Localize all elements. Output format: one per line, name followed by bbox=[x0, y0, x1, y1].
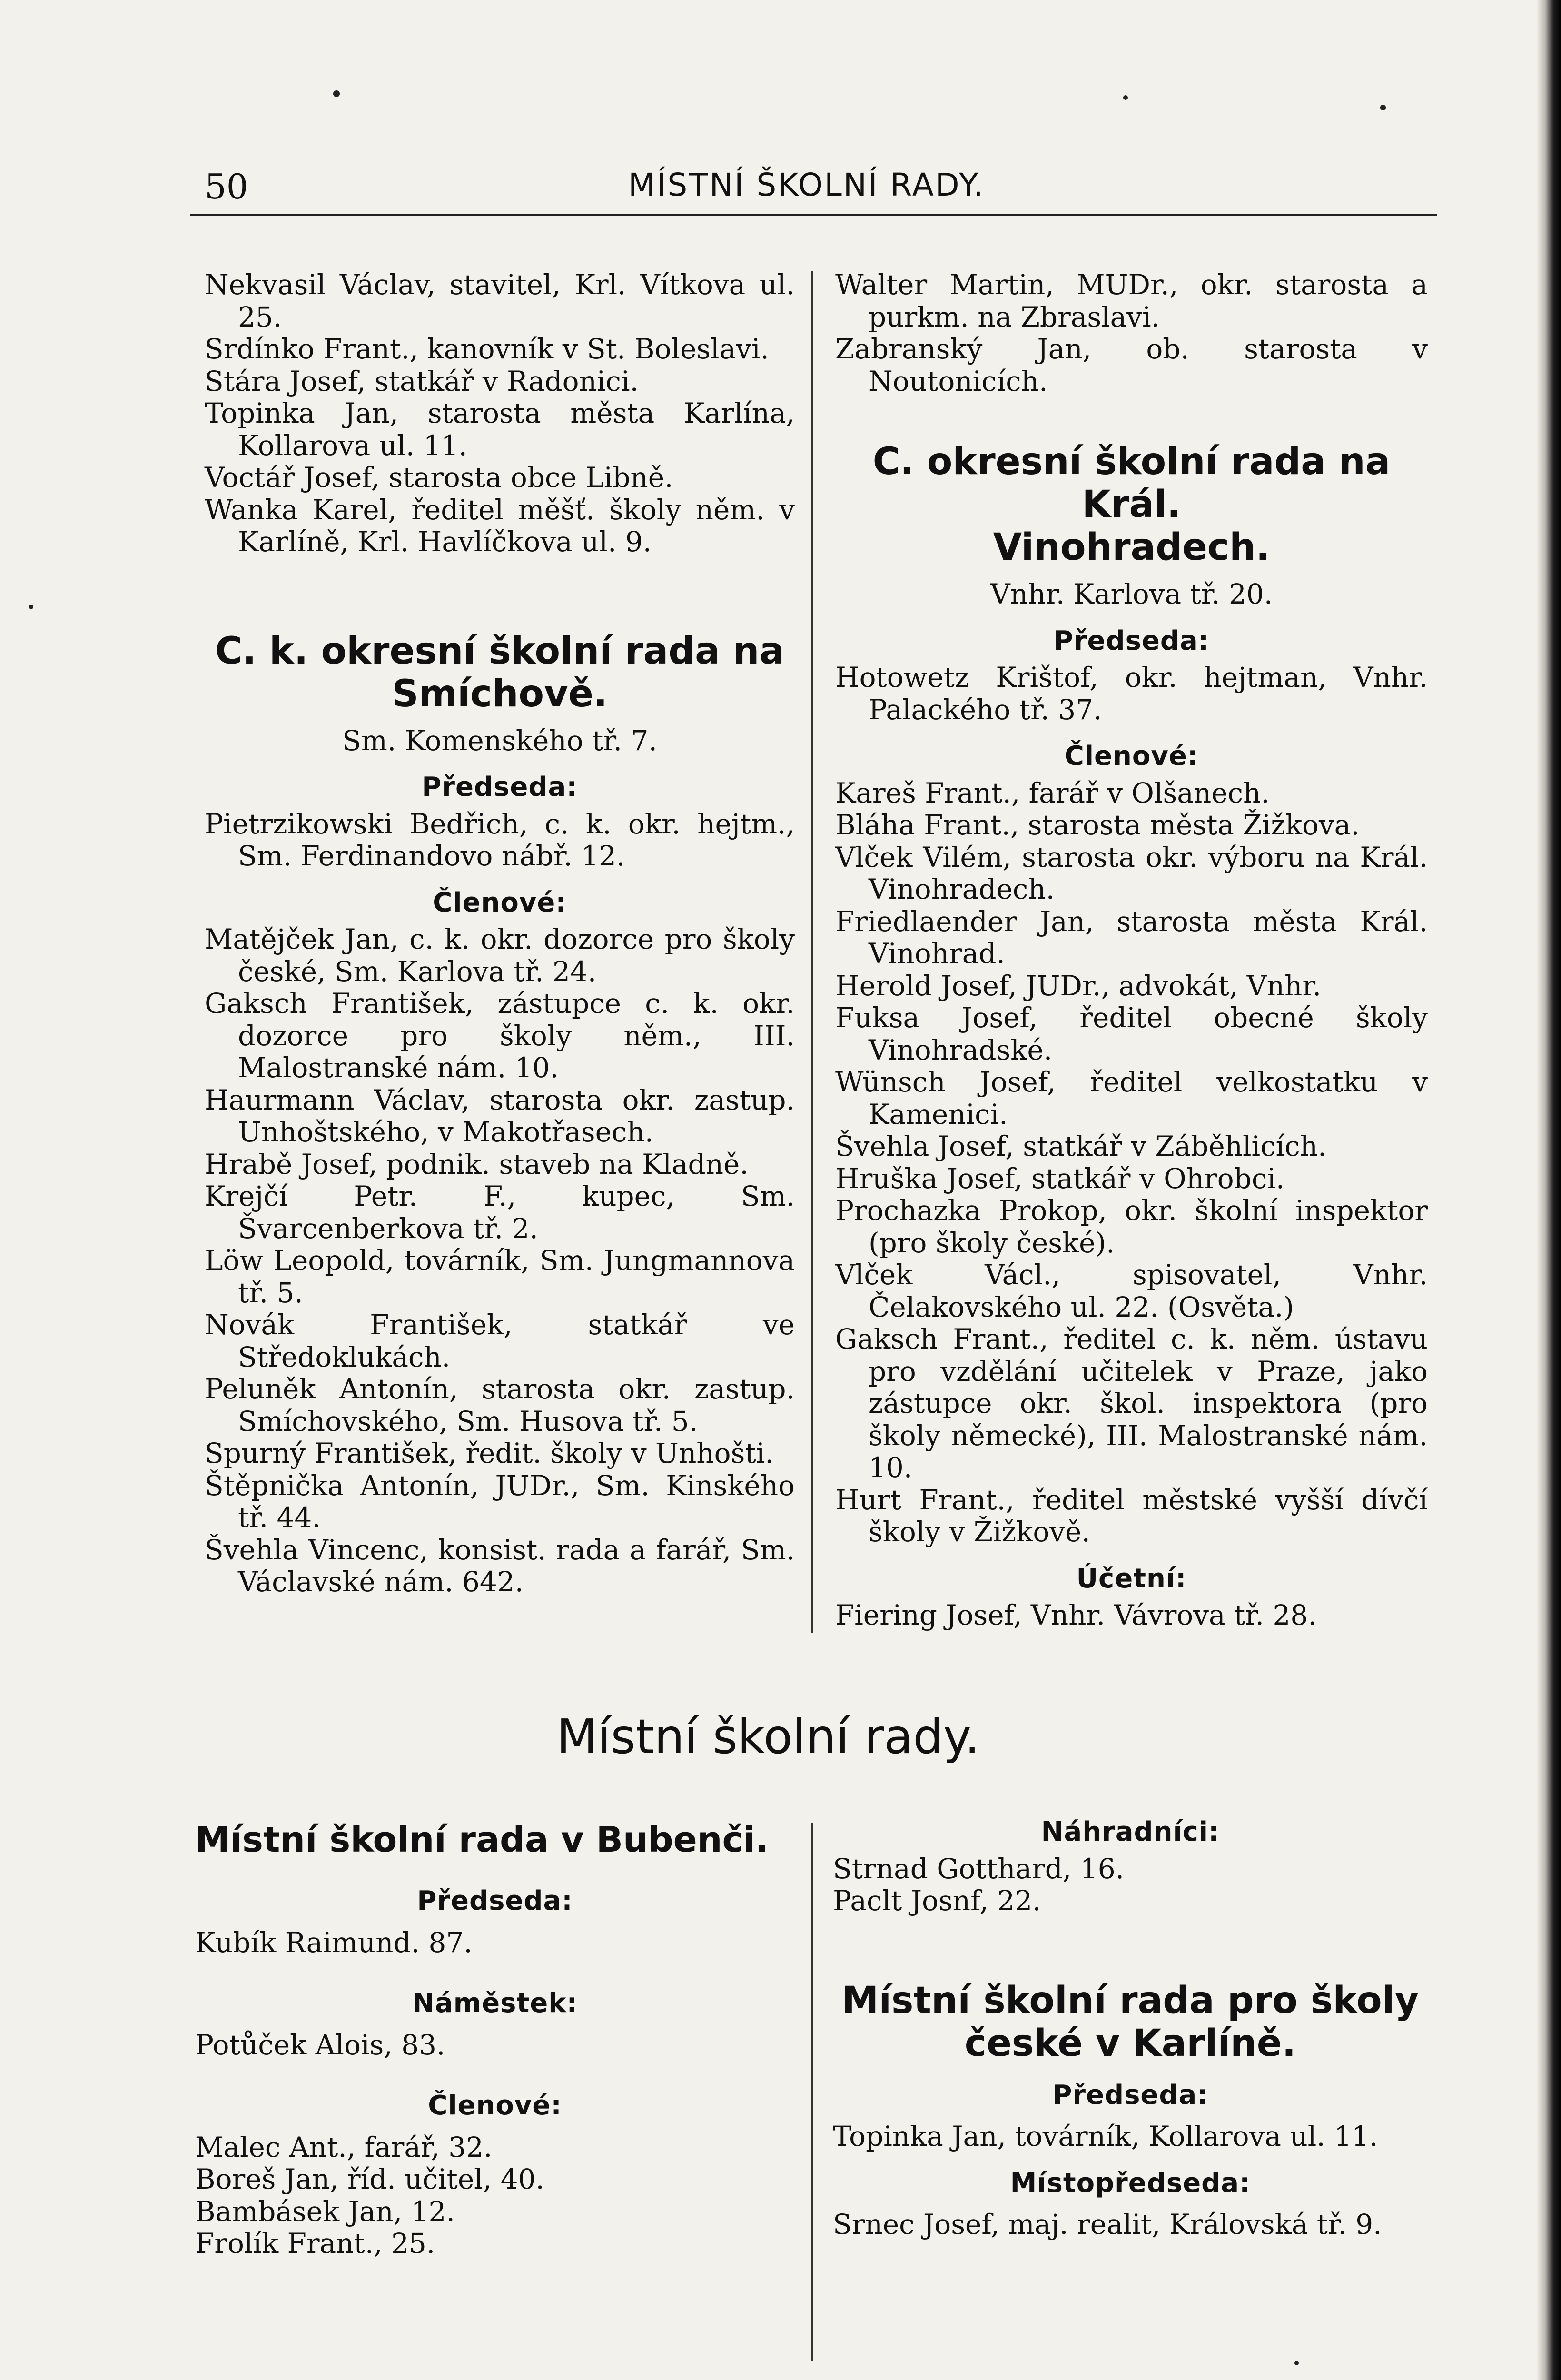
vinohrady-chair: Hotowetz Krištof, okr. hejtman, Vnhr. Palackého tř. 37. bbox=[835, 661, 1428, 726]
list-item: Malec Ant., farář, 32. bbox=[195, 2131, 493, 2163]
list-item: Krejčí Petr. F., kupec, Sm. Švarcenberkova tř. 2. bbox=[205, 1180, 795, 1245]
karlin-vice-label: Místopředseda: bbox=[1010, 2167, 1251, 2199]
karlin-heading-line1: Místní školní rada pro školy bbox=[841, 1979, 1419, 2022]
karlin-chair: Topinka Jan, továrník, Kollarova ul. 11. bbox=[833, 2120, 1378, 2152]
vinohrady-heading-line2: Vinohradech. bbox=[993, 526, 1270, 569]
list-item: Stára Josef, statkář v Radonici. bbox=[205, 365, 639, 397]
column-divider bbox=[811, 271, 813, 1633]
list-item: Novák František, statkář ve Středoklukách. bbox=[205, 1309, 795, 1373]
column-divider-lower bbox=[811, 1823, 813, 2361]
list-item: Löw Leopold, továrník, Sm. Jungmannova tř. 5. bbox=[205, 1244, 795, 1309]
list-item: Spurný František, ředit. školy v Unhošti. bbox=[205, 1437, 774, 1469]
smichov-chair: Pietrzikowski Bedřich, c. k. okr. hejtm., Sm. Ferdinandovo nábř. 12. bbox=[205, 807, 795, 872]
list-item: Vlček Vilém, starosta okr. výboru na Král. Vinohradech. bbox=[835, 841, 1428, 905]
smichov-heading bbox=[205, 630, 795, 715]
list-item: Topinka Jan, starosta města Karlína, Kollarova ul. 11. bbox=[205, 397, 795, 462]
bubenec-deputy-label: Náměstek: bbox=[412, 1988, 578, 2019]
list-item: Peluněk Antonín, starosta okr. zastup. Smíchovského, Sm. Husova tř. 5. bbox=[205, 1373, 795, 1438]
list-item: Friedlaender Jan, starosta města Král. Vinohrad. bbox=[835, 905, 1428, 970]
header-rule bbox=[190, 214, 1437, 216]
vinohrady-chair-label: Předseda: bbox=[1053, 625, 1210, 656]
bubenec-section bbox=[195, 1818, 795, 2260]
vinohrady-address: Vnhr. Karlova tř. 20. bbox=[990, 578, 1273, 610]
list-item: Nekvasil Václav, stavitel, Krl. Vítkova ul. 25. bbox=[205, 268, 795, 333]
lower-right-column bbox=[833, 1816, 1428, 2241]
list-item: Bláha Frant., starosta města Žižkova. bbox=[835, 809, 1360, 841]
scan-speck bbox=[1380, 105, 1386, 110]
list-item: Herold Josef, JUDr., advokát, Vnhr. bbox=[835, 969, 1322, 1002]
scan-speck bbox=[1123, 95, 1128, 100]
karlin-vice: Srnec Josef, maj. realit, Královská tř. 9. bbox=[833, 2208, 1382, 2241]
smichov-members-label: Členové: bbox=[433, 887, 567, 918]
bubenec-deputy: Potůček Alois, 83. bbox=[195, 2028, 445, 2061]
karlin-heading-line2: české v Karlíně. bbox=[964, 2022, 1296, 2065]
list-item: Strnad Gotthard, 16. bbox=[833, 1852, 1125, 1885]
list-item: Matějček Jan, c. k. okr. dozorce pro školy české, Sm. Karlova tř. 24. bbox=[205, 923, 795, 988]
bubenec-substitutes-list bbox=[833, 1853, 1428, 1917]
list-item: Prochazka Prokop, okr. školní inspektor (pro školy české). bbox=[835, 1194, 1428, 1259]
list-item: Srdínko Frant., kanovník v St. Boleslavi. bbox=[205, 333, 769, 365]
page-number: 50 bbox=[205, 167, 248, 207]
list-item: Vlček Václ., spisovatel, Vnhr. Čelakovského ul. 22. (Osvěta.) bbox=[835, 1259, 1428, 1323]
bubenec-members-label: Členové: bbox=[428, 2090, 562, 2121]
list-item: Boreš Jan, říd. učitel, 40. bbox=[195, 2163, 544, 2195]
list-item: Frolík Frant., 25. bbox=[195, 2227, 435, 2260]
karlin-heading bbox=[833, 1979, 1428, 2065]
page-edge-shadow bbox=[1536, 0, 1561, 2380]
smichov-heading-line1: C. k. okresní školní rada na bbox=[215, 629, 785, 673]
list-item: Švehla Vincenc, konsist. rada a farář, Sm. Václavské nám. 642. bbox=[205, 1533, 795, 1598]
vinohrady-heading bbox=[835, 440, 1428, 569]
left-column bbox=[205, 269, 795, 1598]
list-item: Gaksch Frant., ředitel c. k. něm. ústavu pro vzdělání učitelek v Praze, jako zástupce okr. škol. inspektora (pro školy německé), III. Malostranské nám. 10. bbox=[835, 1323, 1428, 1484]
smichov-address: Sm. Komenského tř. 7. bbox=[342, 724, 657, 757]
list-item: Fuksa Josef, ředitel obecné školy Vinohradské. bbox=[835, 1002, 1428, 1066]
list-item: Švehla Josef, statkář v Záběhlicích. bbox=[835, 1130, 1327, 1162]
list-item: Haurmann Václav, starosta okr. zastup. Unhoštského, v Makotřasech. bbox=[205, 1083, 795, 1148]
bubenec-substitutes-label: Náhradníci: bbox=[1041, 1816, 1220, 1847]
running-title: MÍSTNÍ ŠKOLNÍ RADY. bbox=[628, 167, 985, 203]
bubenec-chair-label: Předseda: bbox=[417, 1885, 573, 1916]
list-item: Voctář Josef, starosta obce Libně. bbox=[205, 461, 673, 494]
bubenec-members-list bbox=[195, 2132, 795, 2260]
scan-speck bbox=[29, 605, 33, 609]
smichov-chair-label: Předseda: bbox=[422, 772, 578, 803]
scan-speck bbox=[333, 90, 340, 97]
list-item: Walter Martin, MUDr., okr. starosta a purkm. na Zbraslavi. bbox=[835, 268, 1428, 333]
list-item: Wünsch Josef, ředitel velkostatku v Kamenici. bbox=[835, 1066, 1428, 1130]
list-item: Bambásek Jan, 12. bbox=[195, 2195, 455, 2228]
list-item: Gaksch František, zástupce c. k. okr. dozorce pro školy něm., III. Malostranské nám. 10. bbox=[205, 987, 795, 1084]
vinohrady-heading-line1: C. okresní školní rada na Král. bbox=[872, 440, 1391, 526]
list-item: Kareš Frant., farář v Olšanech. bbox=[835, 776, 1270, 809]
right-column bbox=[835, 269, 1428, 1632]
bubenec-heading: Místní školní rada v Bubenči. bbox=[195, 1819, 769, 1860]
list-item: Hruška Josef, statkář v Ohrobci. bbox=[835, 1162, 1285, 1195]
vinohrady-treasurer: Fiering Josef, Vnhr. Vávrova tř. 28. bbox=[835, 1599, 1317, 1631]
list-item: Hrabě Josef, podnik. staveb na Kladně. bbox=[205, 1148, 749, 1180]
smichov-heading-line2: Smíchově. bbox=[392, 672, 608, 715]
bubenec-chair: Kubík Raimund. 87. bbox=[195, 1926, 473, 1959]
vinohrady-members-list bbox=[835, 777, 1428, 1548]
running-header bbox=[190, 157, 1437, 214]
list-item: Štěpnička Antonín, JUDr., Sm. Kinského tř. 44. bbox=[205, 1469, 795, 1534]
list-item: Hurt Frant., ředitel městské vyšší dívčí školy v Žižkově. bbox=[835, 1483, 1428, 1548]
vinohrady-members-label: Členové: bbox=[1064, 741, 1199, 772]
smichov-members-list bbox=[205, 923, 795, 1598]
list-item: Wanka Karel, ředitel měšť. školy něm. v Karlíně, Krl. Havlíčkova ul. 9. bbox=[205, 493, 795, 558]
scan-speck bbox=[1294, 2361, 1299, 2365]
section-title: Místní školní rady. bbox=[556, 1709, 980, 1765]
list-item: Zabranský Jan, ob. starosta v Noutonicích. bbox=[835, 333, 1428, 397]
karlin-chair-label: Předseda: bbox=[1052, 2079, 1208, 2111]
vinohrady-treasurer-label: Účetní: bbox=[1076, 1563, 1187, 1594]
list-item: Paclt Josnf, 22. bbox=[833, 1884, 1041, 1917]
